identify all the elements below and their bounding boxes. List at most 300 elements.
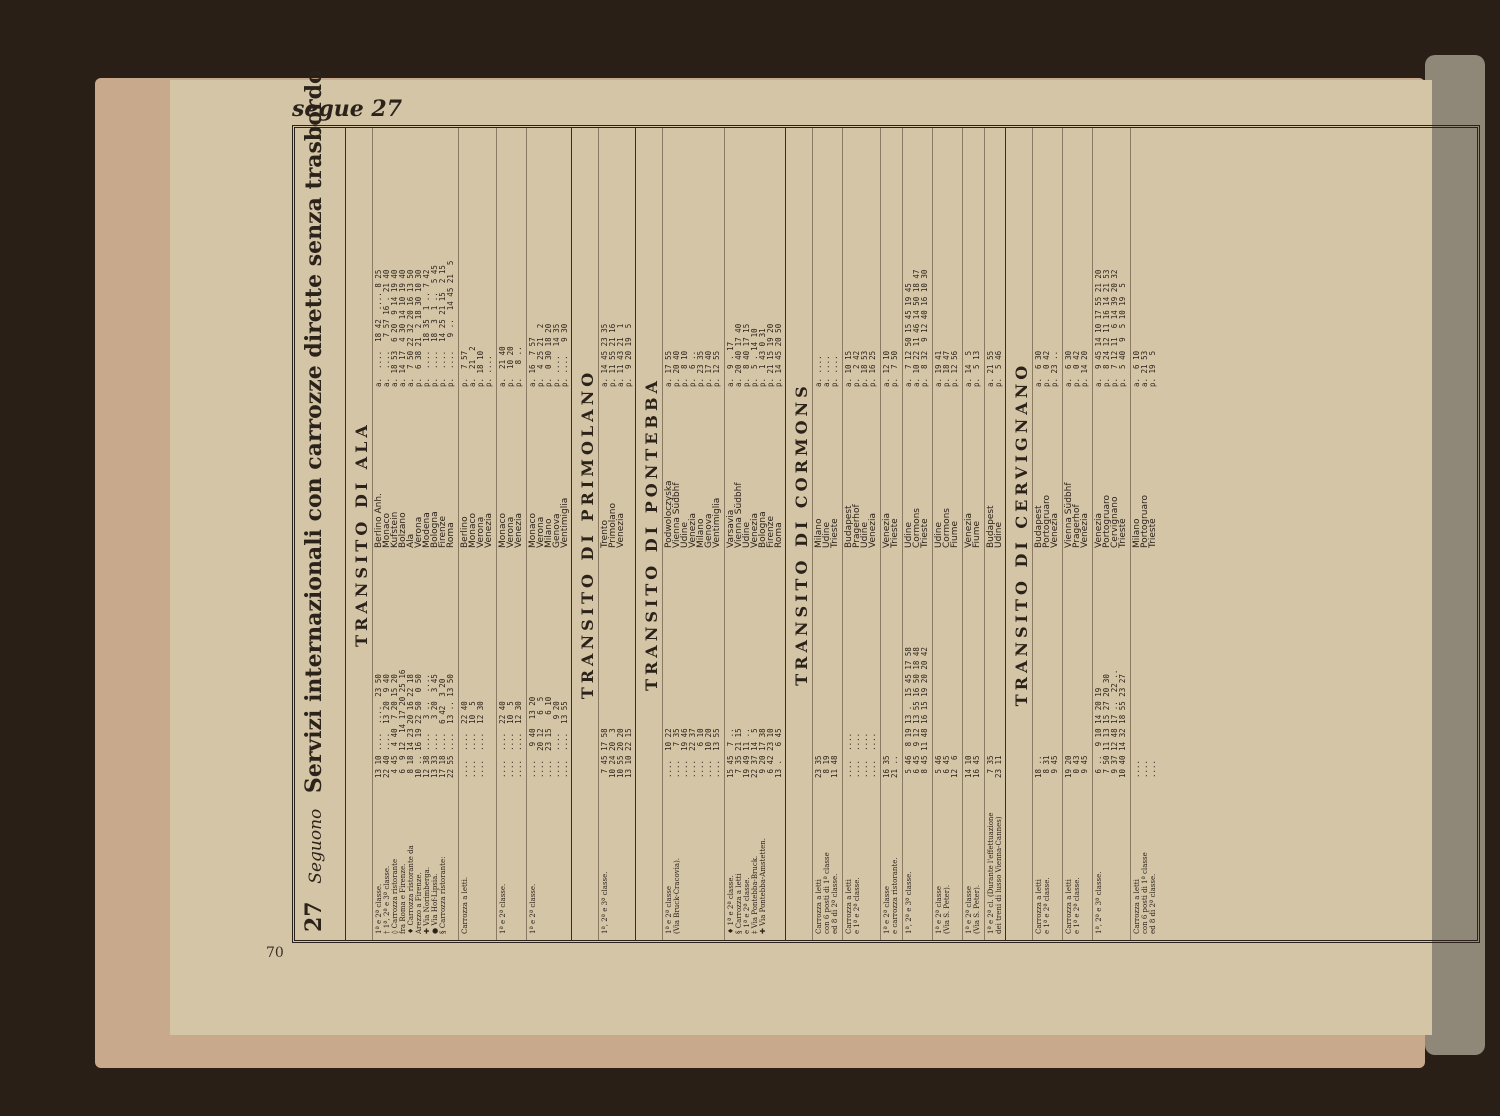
- running-head: segue 27: [292, 96, 403, 122]
- time-row: 10 55 20 20: [616, 728, 625, 778]
- station-name: Monaco: [528, 513, 538, 548]
- station-name: Venezia: [688, 513, 698, 548]
- note-line: Carrozza a letti: [845, 879, 853, 934]
- station-list: [727, 392, 783, 548]
- station-name: Pragerhof: [1072, 504, 1082, 548]
- station-name: Trento: [600, 520, 610, 548]
- time-row: a. 6 30: [1064, 350, 1073, 387]
- time-row: a. 12 10: [882, 350, 891, 387]
- service-block: [812, 128, 843, 940]
- note-line: fra Roma e Firenze.: [399, 863, 407, 934]
- service-block: [962, 128, 985, 940]
- station-name: Pragerhof: [852, 504, 862, 548]
- station-name: Monaco: [468, 513, 478, 548]
- service-block: [1130, 128, 1161, 940]
- station-name: Podwoloczyska: [664, 480, 674, 548]
- time-row: a. ....: [814, 355, 823, 387]
- time-row: 4 45 4 40 7 20 15 20: [390, 674, 399, 778]
- station-list: [461, 392, 493, 548]
- transit-section: [785, 128, 1006, 940]
- station-name: Udine: [742, 521, 752, 548]
- time-row: a. 21 2: [468, 346, 477, 387]
- time-row: a. 20 40 17 40: [734, 323, 743, 387]
- time-row: 5 46 8 19 13 . 15 45 17 58: [904, 647, 913, 778]
- station-list: [965, 392, 981, 548]
- transit-section: [1005, 128, 1160, 940]
- service-block: [932, 128, 963, 940]
- time-row: p. 4 25 21 2: [536, 323, 545, 387]
- time-row: 7 50 11 13 15 27 20 30: [1102, 674, 1111, 778]
- service-notes: [601, 784, 609, 934]
- time-row: p. 19 5: [1148, 350, 1157, 387]
- note-line: § Carrozza ristorante:: [439, 856, 447, 934]
- time-row: ....: [1148, 759, 1157, 778]
- time-row: a. .... 18 42 .... 8 25: [374, 269, 383, 387]
- note-line: Carrozza a letti: [1065, 879, 1073, 934]
- station-name: Udine: [680, 521, 690, 548]
- service-notes: [1095, 784, 1103, 934]
- time-row: p. 14 45 20 50: [774, 323, 783, 387]
- time-row: p. 8 32 9 12 40 16 10 30: [920, 269, 929, 387]
- departure-times: [987, 563, 1003, 778]
- time-row: .... .... 12 30: [476, 701, 485, 778]
- note-line: e 1ª e 2ª classe.: [853, 877, 861, 934]
- arrival-times: [987, 132, 1003, 387]
- arrival-times: [935, 132, 959, 387]
- time-row: 22 55 .... 13 .. 13 50: [446, 674, 455, 778]
- station-name: Udine: [822, 521, 832, 548]
- station-name: Berlino Anh.: [374, 493, 384, 548]
- time-row: a. 7 50 22 32 20 16 13 50: [406, 269, 415, 387]
- service-block: [724, 128, 787, 940]
- time-row: .... ....: [852, 732, 861, 778]
- time-row: p. 5 13: [972, 350, 981, 387]
- time-row: 18 ..: [1034, 755, 1043, 778]
- time-row: 22 37 14 5: [750, 728, 759, 778]
- departure-times: [883, 563, 899, 778]
- time-row: 10 .. 16 19 22 50 0 50: [414, 674, 423, 778]
- time-row: ....: [1132, 759, 1141, 778]
- station-name: Varsavia: [726, 509, 736, 548]
- service-notes: [935, 784, 951, 934]
- note-line: con 6 posti di 1ª classe: [823, 852, 831, 934]
- station-name: Trieste: [830, 518, 840, 548]
- service-block: [984, 128, 1007, 940]
- departure-times: [499, 563, 523, 778]
- note-line: Carrozza a letti: [1035, 879, 1043, 934]
- departure-times: [905, 563, 929, 778]
- departure-times: [665, 563, 721, 778]
- segue-label: Seguono: [306, 808, 326, 884]
- arrival-times: [727, 132, 783, 387]
- station-list: [987, 392, 1003, 548]
- arrival-times: [1065, 132, 1089, 387]
- station-name: Vienna Südbhf: [1064, 482, 1074, 548]
- section-title: TRANSITO DI PONTEBBA: [642, 377, 661, 691]
- time-row: a. 11 43 21 1: [616, 323, 625, 387]
- time-row: 8 31: [1042, 755, 1051, 778]
- time-row: p. 9 20 19 5: [624, 323, 633, 387]
- station-name: Cervignano: [1110, 496, 1120, 548]
- time-row: p. 18 10: [476, 350, 485, 387]
- time-row: p. 21 15 19 20: [766, 323, 775, 387]
- note-line: (Via S. Peter).: [943, 884, 951, 934]
- time-row: .... .... 9 20: [552, 701, 561, 778]
- time-row: p. 5 46: [994, 350, 1003, 387]
- note-line: Carrozza a letti.: [461, 876, 469, 934]
- arrival-times: [845, 132, 877, 387]
- time-row: 7 45 17 58: [600, 728, 609, 778]
- station-name: Bolzano: [398, 512, 408, 548]
- station-list: [845, 392, 877, 548]
- time-row: p. .... 14 35: [552, 323, 561, 387]
- service-block: [1032, 128, 1063, 940]
- note-line: 1ª, 2ª e 3ª classe.: [601, 871, 609, 934]
- service-block: [496, 128, 527, 940]
- time-row: a. 7 12 50 15 45 19 45: [904, 283, 913, 387]
- service-notes: [529, 784, 537, 934]
- time-row: p. 16 25: [868, 350, 877, 387]
- time-row: p. 0 30 18 20: [544, 323, 553, 387]
- station-name: Budapest: [844, 505, 854, 548]
- time-row: .... 20 12 6 5: [536, 696, 545, 778]
- station-name: Cormons: [912, 508, 922, 548]
- note-line: Carrozza a letti: [1133, 879, 1141, 934]
- section-title: TRANSITO DI PRIMOLANO: [578, 368, 597, 700]
- arrival-times: [375, 132, 455, 387]
- time-row: p. .... 14 25 21 15 2 15: [438, 265, 447, 387]
- time-row: .... ....: [868, 732, 877, 778]
- note-line: con 6 posti di 1ª classe: [1141, 852, 1149, 934]
- section-title: TRANSITO DI CORMONS: [792, 382, 811, 686]
- departure-times: [1035, 563, 1059, 778]
- service-notes: [815, 784, 839, 934]
- station-name: Verona: [506, 516, 516, 548]
- time-row: a. ....: [822, 355, 831, 387]
- station-name: Udine: [860, 521, 870, 548]
- note-line: 1ª, 2ª e 3ª classe.: [1095, 871, 1103, 934]
- time-row: a. 19 41: [934, 350, 943, 387]
- time-row: .... 7 35: [672, 728, 681, 778]
- note-line: 1ª e 2ª classe.: [499, 883, 507, 934]
- arrival-times: [529, 132, 569, 387]
- time-row: p. 12 56: [950, 350, 959, 387]
- station-list: [905, 392, 929, 548]
- service-notes: [965, 784, 981, 934]
- station-name: Genova: [704, 513, 714, 548]
- time-row: .... ....: [844, 732, 853, 778]
- station-name: Ventimiglia: [560, 497, 570, 548]
- note-line: ♦ 1ª e 2ª classe.: [727, 875, 735, 934]
- station-name: Roma: [446, 522, 456, 548]
- service-block: [842, 128, 881, 940]
- time-row: 16 35: [882, 755, 891, 778]
- station-name: Firenze: [766, 515, 776, 548]
- time-row: ....: [1140, 759, 1149, 778]
- time-row: 10 24 20 3: [608, 728, 617, 778]
- time-row: p. ....: [830, 355, 839, 387]
- time-row: 13 10 .... .... 23 50: [374, 674, 383, 778]
- note-line: ● Via Hof-Lipsia.: [431, 873, 439, 934]
- departure-times: [845, 563, 877, 778]
- time-row: p. 8 40 17 15: [742, 323, 751, 387]
- station-name: Venezia: [1094, 513, 1104, 548]
- service-notes: [1035, 784, 1051, 934]
- service-block: [1092, 128, 1131, 940]
- station-name: Portogruaro: [1140, 495, 1150, 548]
- time-row: p. 14 20: [1080, 350, 1089, 387]
- departure-times: [461, 563, 485, 778]
- note-line: 1ª e 2ª classe: [883, 885, 891, 934]
- section-title: TRANSITO DI CERVIGNANO: [1012, 361, 1031, 707]
- station-name: Vienna Südbhf: [734, 482, 744, 548]
- station-list: [883, 392, 899, 548]
- section-title: TRANSITO DI ALA: [352, 421, 371, 647]
- note-line: § Carrozza a letti: [735, 873, 743, 934]
- departure-times: [815, 563, 839, 778]
- time-row: 21 ..: [890, 755, 899, 778]
- time-row: a. 14 5: [964, 350, 973, 387]
- time-row: 9 45: [1050, 755, 1059, 778]
- time-row: 6 45: [942, 755, 951, 778]
- time-row: .... 10 22: [664, 728, 673, 778]
- transit-section: [635, 128, 786, 940]
- transit-section: [345, 128, 572, 940]
- station-name: Venezia: [514, 513, 524, 548]
- time-row: .... ....: [860, 732, 869, 778]
- station-name: Kufstein: [390, 511, 400, 548]
- time-row: 11 48: [830, 755, 839, 778]
- station-list: [601, 392, 625, 548]
- arrival-times: [499, 132, 523, 387]
- station-list: [1095, 392, 1127, 548]
- service-block: [458, 128, 497, 940]
- arrival-times: [665, 132, 721, 387]
- time-row: a. 14 17 4 30 14 10 19 40: [398, 269, 407, 387]
- note-line: ✚ Via Norimberga.: [423, 866, 431, 934]
- time-row: .... .... 12 30: [514, 701, 523, 778]
- note-line: e carrozza ristorante.: [891, 857, 899, 934]
- time-row: p. 18 53: [860, 350, 869, 387]
- note-line: 1ª e 2ª classe: [935, 885, 943, 934]
- station-name: Milano: [544, 518, 554, 548]
- time-row: 13 . 6 45: [774, 728, 783, 778]
- station-name: Fiume: [950, 520, 960, 548]
- note-line: ◊ Carrozza ristorante: [391, 858, 399, 934]
- station-name: Venezia: [484, 513, 494, 548]
- time-row: 13 10 22 15: [624, 728, 633, 778]
- service-notes: [499, 784, 507, 934]
- time-row: p. 7 50: [890, 350, 899, 387]
- time-row: p. 12 55: [712, 350, 721, 387]
- time-row: 23 35: [814, 755, 823, 778]
- time-row: p. 20 40: [672, 350, 681, 387]
- station-list: [499, 392, 523, 548]
- service-block: [1062, 128, 1093, 940]
- time-row: p. 23 35: [696, 350, 705, 387]
- station-list: [1035, 392, 1059, 548]
- time-row: p. 6 38 21 2 18 30 10 30: [414, 269, 423, 387]
- station-list: [375, 392, 455, 548]
- note-line: 1ª e 2ª classe: [665, 885, 673, 934]
- station-name: Trieste: [1118, 518, 1128, 548]
- service-notes: [845, 784, 861, 934]
- time-row: 6 45 9 12 13 55 16 50 18 48: [912, 647, 921, 778]
- time-row: a. 14 45 23 35: [600, 323, 609, 387]
- time-row: .... .... 10 5: [468, 701, 477, 778]
- time-row: .... 22 37: [688, 728, 697, 778]
- arrival-times: [1095, 132, 1127, 387]
- note-line: dei treni di lusso Vienna-Cannes): [995, 816, 1003, 934]
- time-row: a. 9 45 14 10 17 55 21 20: [1094, 269, 1103, 387]
- note-line: 1ª, 2ª e 3ª classe.: [905, 871, 913, 934]
- station-name: Primolano: [608, 503, 618, 548]
- time-row: 10 40 14 32 18 55 23 27: [1118, 674, 1127, 778]
- station-name: Portogruaro: [1102, 495, 1112, 548]
- time-row: p. 10 20: [506, 346, 515, 387]
- departure-times: [1095, 563, 1127, 778]
- station-list: [665, 392, 721, 548]
- time-row: a. 21 55: [986, 350, 995, 387]
- station-name: Portogruaro: [1042, 495, 1052, 548]
- time-row: p. 2 42: [852, 350, 861, 387]
- note-line: 1ª e 2ª classe.: [375, 883, 383, 934]
- time-row: .... .... 22 40: [460, 701, 469, 778]
- arrival-times: [905, 132, 929, 387]
- note-line: ed 8 di 2ª classe.: [831, 873, 839, 934]
- table-number: 27: [301, 901, 327, 932]
- note-line: Carrozza a letti: [815, 879, 823, 934]
- time-row: 19 49 11 ..: [742, 728, 751, 778]
- time-row: a. 10 15: [844, 350, 853, 387]
- departure-times: [375, 563, 455, 778]
- station-name: Milano: [814, 518, 824, 548]
- time-row: p. 18 47: [942, 350, 951, 387]
- station-name: Firenze: [438, 515, 448, 548]
- time-row: 7 35: [986, 755, 995, 778]
- arrival-times: [601, 132, 633, 387]
- station-name: Milano: [1132, 518, 1142, 548]
- time-row: .... .... 10 5: [506, 701, 515, 778]
- station-name: Vienna Südbhf: [672, 482, 682, 548]
- station-name: Venezia: [1050, 513, 1060, 548]
- time-row: a. 21 53: [1140, 350, 1149, 387]
- note-line: e 1ª e 2ª classe.: [1043, 877, 1051, 934]
- time-row: 19 20: [1064, 755, 1073, 778]
- time-row: p. 0 42: [1072, 350, 1081, 387]
- service-block: [880, 128, 903, 940]
- service-notes: [883, 784, 899, 934]
- departure-times: [529, 563, 569, 778]
- time-row: p. 7 57: [460, 350, 469, 387]
- time-row: 9 37 12 48 17 .. 22 ..: [1110, 669, 1119, 778]
- station-name: Verona: [414, 516, 424, 548]
- time-row: .... 9 40 13 20: [528, 696, 537, 778]
- note-line: ‡ Via Pontebba-Bruck.: [751, 855, 759, 934]
- time-row: 6 9 12 14 17 20 25 16: [398, 669, 407, 778]
- station-name: Venezia: [882, 513, 892, 548]
- time-row: a. .... 7 57 16 . 21 40: [382, 269, 391, 387]
- time-row: 5 46: [934, 755, 943, 778]
- time-row: p. 17 40: [704, 350, 713, 387]
- departure-times: [1133, 563, 1157, 778]
- station-name: Udine: [904, 521, 914, 548]
- note-line: 1ª e 2ª classe.: [529, 883, 537, 934]
- time-row: .... 10 20: [704, 728, 713, 778]
- service-block: [372, 128, 459, 940]
- time-row: .... 13 55: [712, 728, 721, 778]
- station-name: Trieste: [920, 518, 930, 548]
- note-line: † 1ª, 2ª e 3ª classe.: [383, 865, 391, 934]
- service-block: [662, 128, 725, 940]
- transit-section: [571, 128, 636, 940]
- note-line: e 1ª e 2ª classe.: [1073, 877, 1081, 934]
- time-row: a. 6 30: [1034, 350, 1043, 387]
- station-name: Venezia: [964, 513, 974, 548]
- station-list: [1133, 392, 1157, 548]
- service-block: [902, 128, 933, 940]
- station-name: Bologna: [758, 511, 768, 548]
- time-row: p. 8 10: [680, 350, 689, 387]
- time-row: p. .... 18 35 1 .. 7 42: [422, 269, 431, 387]
- station-name: Monaco: [382, 513, 392, 548]
- station-name: Udine: [994, 521, 1004, 548]
- page-number: 70: [266, 945, 284, 961]
- station-name: Modena: [422, 512, 432, 548]
- departure-times: [965, 563, 981, 778]
- arrival-times: [1035, 132, 1059, 387]
- station-name: Ventimiglia: [712, 497, 722, 548]
- departure-times: [935, 563, 959, 778]
- station-name: Venezia: [750, 513, 760, 548]
- time-row: 17 18 .... 6 42 3 20: [438, 678, 447, 778]
- arrival-times: [883, 132, 899, 387]
- time-row: a. 10 22 11 46 14 50 18 47: [912, 269, 921, 387]
- note-line: Arezzo a Firenze.: [415, 872, 423, 934]
- station-name: Verona: [476, 516, 486, 548]
- time-row: p. 5 . 14 10: [750, 328, 759, 387]
- service-notes: [1133, 784, 1157, 934]
- page-title: [301, 69, 345, 932]
- time-row: a. 18 53 6 20 9 14 19 40: [390, 269, 399, 387]
- note-line: 1ª e 2ª classe: [965, 885, 973, 934]
- service-notes: [987, 784, 1003, 934]
- station-name: Venezia: [616, 513, 626, 548]
- time-row: p. 6 ..: [688, 350, 697, 387]
- time-row: p. 7 12 11 6 14 39 20 32: [1110, 269, 1119, 387]
- time-row: p. 11 55 21 16: [608, 323, 617, 387]
- departure-times: [601, 563, 633, 778]
- time-row: a. 6 10: [1132, 350, 1141, 387]
- station-name: Milano: [696, 518, 706, 548]
- station-name: Venezia: [868, 513, 878, 548]
- service-notes: [727, 784, 767, 934]
- time-row: p. 23 ..: [1050, 350, 1059, 387]
- time-row: 12 38 .... 3 .. ....: [422, 674, 431, 778]
- time-row: p. 1 43 0 31: [758, 328, 767, 387]
- station-name: Ala: [406, 533, 416, 548]
- time-row: .... 23 15 6 10: [544, 696, 553, 778]
- service-notes: [665, 784, 681, 934]
- time-row: p. 5 40 9 5 10 19 5: [1118, 283, 1127, 387]
- service-block: [526, 128, 573, 940]
- time-row: 6 42 23 10: [766, 728, 775, 778]
- note-line: (Via Bruck-Cracovia).: [673, 857, 681, 934]
- station-name: Genova: [552, 513, 562, 548]
- time-row: p. .... 9 .. 14 45 21 5: [446, 260, 455, 387]
- time-row: 8 45 11 48 16 15 19 20 20 42: [920, 647, 929, 778]
- station-name: Bologna: [430, 511, 440, 548]
